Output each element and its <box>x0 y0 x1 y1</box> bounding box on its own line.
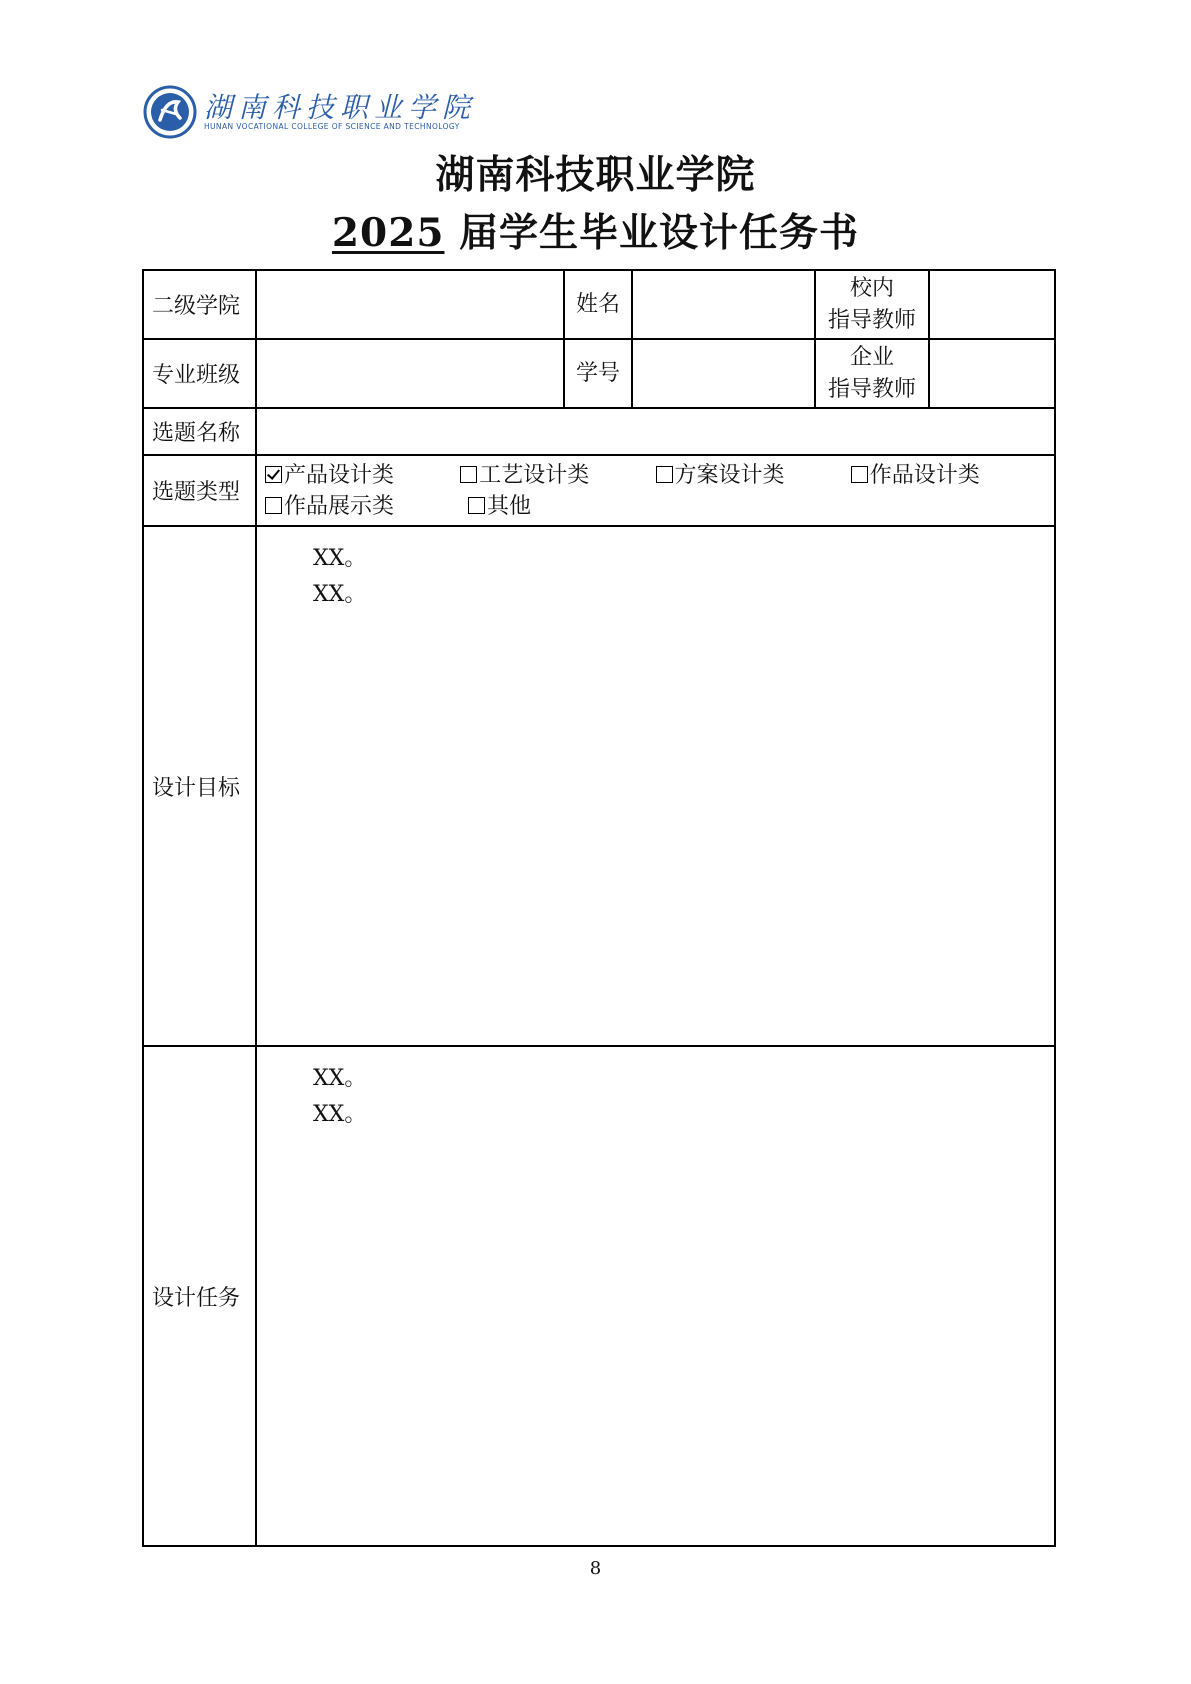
checkbox-icon[interactable] <box>468 497 485 514</box>
goal-line: XX。 <box>313 546 367 571</box>
task-content[interactable] <box>256 1046 1055 1546</box>
goal-line: XX。 <box>313 582 367 607</box>
company-teacher-label-line2: 指导教师 <box>827 376 916 402</box>
goal-content[interactable] <box>256 526 1055 1046</box>
college-label: 二级学院 <box>143 270 256 339</box>
inner-teacher-label-line1: 校内 <box>849 275 894 301</box>
student-id-field[interactable] <box>632 339 815 408</box>
checkbox-icon[interactable] <box>656 466 673 483</box>
form-row-task <box>143 1046 1055 1546</box>
page-number: 8 <box>589 1558 602 1579</box>
student-id-label: 学号 <box>564 339 632 408</box>
document-title-line1: 湖南科技职业学院 <box>435 152 756 198</box>
company-teacher-field[interactable] <box>929 339 1055 408</box>
logo-name-en: HUNAN VOCATIONAL COLLEGE OF SCIENCE AND TECHNOLOGY <box>204 122 460 131</box>
name-field[interactable] <box>632 270 815 339</box>
goal-label: 设计目标 <box>143 526 256 1046</box>
type-option-other[interactable] <box>468 491 671 522</box>
class-field[interactable] <box>256 339 564 408</box>
topic-field[interactable] <box>256 408 1055 455</box>
form-row-type <box>143 455 1055 526</box>
name-label: 姓名 <box>564 270 632 339</box>
form-row-topic <box>143 408 1055 455</box>
type-label: 选题类型 <box>143 455 256 526</box>
form-row-goal <box>143 526 1055 1046</box>
type-option-label: 工艺设计类 <box>479 462 590 488</box>
type-option-label: 产品设计类 <box>284 462 395 488</box>
college-logo <box>142 84 477 142</box>
type-option-craft[interactable] <box>460 460 655 491</box>
type-options <box>256 455 1055 526</box>
college-emblem-icon <box>142 84 198 140</box>
type-option-label: 作品展示类 <box>284 493 395 519</box>
checkbox-checked-icon[interactable] <box>265 466 282 483</box>
inner-teacher-label-line2: 指导教师 <box>827 307 916 333</box>
task-line: XX。 <box>313 1066 367 1091</box>
inner-teacher-field[interactable] <box>929 270 1055 339</box>
task-line: XX。 <box>313 1102 367 1127</box>
type-option-work-design[interactable] <box>851 460 1046 491</box>
type-option-label: 作品设计类 <box>869 462 980 488</box>
logo-name-cn: 湖南科技职业学院 <box>204 91 477 124</box>
college-field[interactable] <box>256 270 564 339</box>
task-label: 设计任务 <box>143 1046 256 1546</box>
type-option-work-display[interactable] <box>265 491 468 522</box>
type-option-product[interactable] <box>265 460 460 491</box>
class-label: 专业班级 <box>143 339 256 408</box>
type-option-label: 其他 <box>487 493 532 519</box>
type-option-label: 方案设计类 <box>674 462 785 488</box>
title-year: 2025 <box>331 210 445 256</box>
type-option-plan[interactable] <box>656 460 851 491</box>
company-teacher-label <box>815 339 929 408</box>
document-title-line2 <box>0 202 1191 258</box>
checkbox-icon[interactable] <box>265 497 282 514</box>
inner-teacher-label <box>815 270 929 339</box>
form-row-college <box>143 270 1055 339</box>
title-rest: 届学生毕业设计任务书 <box>459 210 860 256</box>
task-form-table <box>142 269 1056 1547</box>
checkbox-icon[interactable] <box>851 466 868 483</box>
form-row-class <box>143 339 1055 408</box>
topic-label: 选题名称 <box>143 408 256 455</box>
checkbox-icon[interactable] <box>460 466 477 483</box>
company-teacher-label-line1: 企业 <box>849 344 894 370</box>
